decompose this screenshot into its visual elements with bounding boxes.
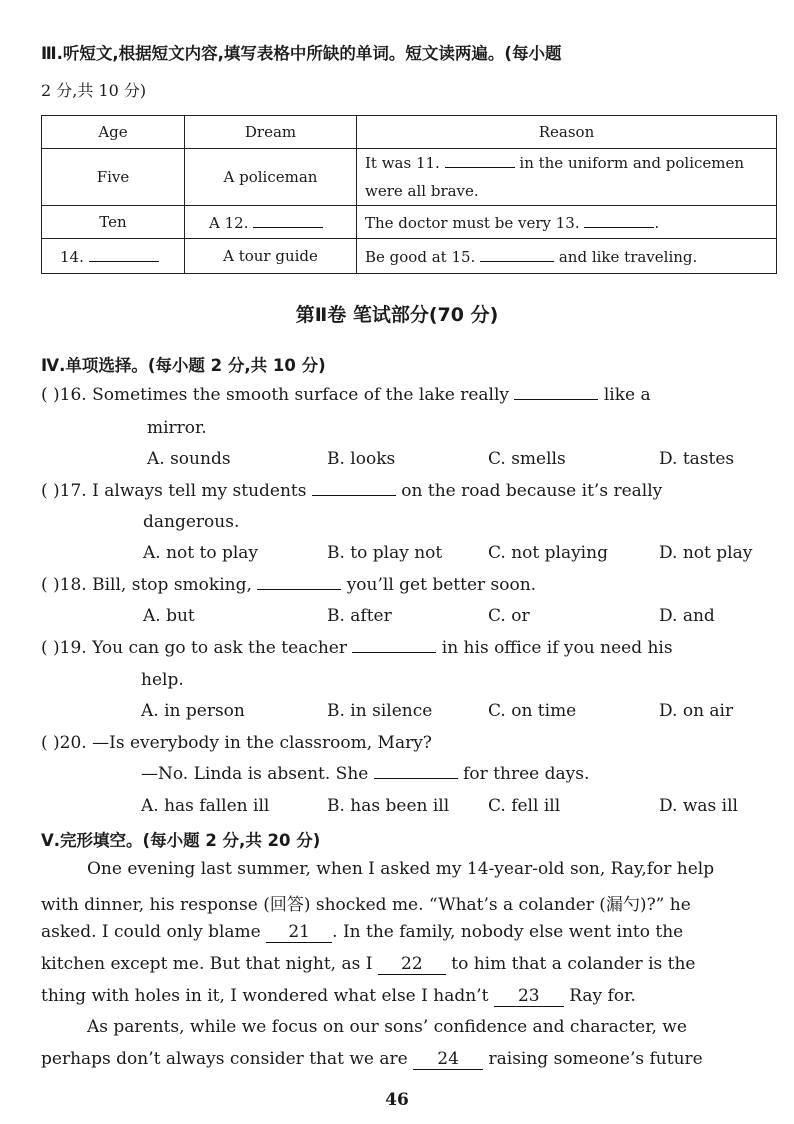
table-header-row: [42, 116, 777, 149]
option-c[interactable]: C. or: [488, 606, 530, 626]
page-number: 46: [385, 1090, 409, 1110]
question-blank: [352, 638, 436, 653]
table-row: [42, 149, 777, 206]
option-a[interactable]: A. sounds: [147, 449, 231, 469]
question-stem-cont: mirror.: [147, 418, 207, 438]
option-a[interactable]: A. but: [143, 606, 195, 626]
passage-line: [41, 922, 683, 943]
option-b[interactable]: B. to play not: [327, 543, 443, 563]
answer-blank-11[interactable]: [445, 153, 515, 168]
passage-text: Ray for.: [569, 986, 636, 1006]
passage-text: asked. I could only blame: [41, 922, 261, 942]
answer-paren[interactable]: ( ): [41, 481, 60, 501]
question-stem: —Is everybody in the classroom, Mary?: [92, 733, 432, 753]
question-19: [41, 638, 673, 658]
option-a[interactable]: A. in person: [141, 701, 245, 721]
reason-text: Be good at 15.: [365, 247, 476, 266]
question-stem: You can go to ask the teacher: [92, 638, 347, 658]
answer-blank-15[interactable]: [480, 247, 554, 262]
question-stem: Sometimes the smooth surface of the lake really: [92, 385, 510, 405]
answer-blank-14[interactable]: [89, 247, 159, 262]
question-stem: Bill, stop smoking,: [92, 575, 252, 595]
passage-text: raising someone’s future: [488, 1049, 703, 1069]
passage-line: [41, 986, 636, 1007]
option-c[interactable]: C. fell ill: [488, 796, 561, 816]
passage-text: perhaps don’t always consider that we are: [41, 1049, 408, 1069]
passage-text: thing with holes in it, I wondered what else I hadn’t: [41, 986, 489, 1006]
answer-paren[interactable]: ( ): [41, 638, 60, 658]
option-c[interactable]: C. smells: [488, 449, 566, 469]
age-cell: [42, 239, 185, 274]
age-cell: Ten: [42, 206, 185, 239]
question-20: [41, 733, 432, 753]
option-a[interactable]: A. not to play: [143, 543, 259, 563]
reason-cell: [357, 239, 777, 274]
age-cell: Five: [42, 149, 185, 206]
header-age: Age: [42, 116, 185, 149]
section4-title: Ⅳ.单项选择。(每小题 2 分,共 10 分): [41, 356, 326, 375]
reason-cell: [357, 149, 777, 206]
question-blank: [312, 481, 396, 496]
question-blank: [374, 764, 458, 779]
option-d[interactable]: D. not play: [659, 543, 753, 563]
answer-blank-12[interactable]: [253, 213, 323, 228]
passage-line: with dinner, his response (回答) shocked me. “What’s a colander (漏勺)?” he: [41, 895, 691, 915]
question-stem: in his office if you need his: [441, 638, 673, 658]
option-b[interactable]: B. after: [327, 606, 392, 626]
age-prefix: 14.: [60, 247, 84, 266]
reason-text: The doctor must be very 13.: [365, 213, 580, 232]
table-row: [42, 206, 777, 239]
question-stem: you’ll get better soon.: [346, 575, 537, 595]
option-d[interactable]: D. on air: [659, 701, 734, 721]
passage-text: to him that a colander is the: [451, 954, 696, 974]
reason-cell: [357, 206, 777, 239]
question-stem-cont: help.: [141, 670, 184, 690]
option-b[interactable]: B. looks: [327, 449, 396, 469]
option-c[interactable]: C. not playing: [488, 543, 608, 563]
section3-title-line2: 2 分,共 10 分): [41, 81, 147, 100]
question-blank: [514, 385, 598, 400]
option-d[interactable]: D. was ill: [659, 796, 738, 816]
option-d[interactable]: D. tastes: [659, 449, 735, 469]
question-stem: I always tell my students: [92, 481, 307, 501]
question-16: [41, 385, 651, 405]
question-18: [41, 575, 536, 595]
question-number: 20.: [59, 733, 87, 753]
reason-text: were all brave.: [365, 182, 479, 200]
passage-line: As parents, while we focus on our sons’ confidence and character, we: [87, 1017, 687, 1037]
option-a[interactable]: A. has fallen ill: [141, 796, 270, 816]
question-17: [41, 481, 662, 501]
listening-table: [41, 115, 777, 274]
question-stem: —No. Linda is absent. She: [141, 764, 369, 784]
question-stem: on the road because it’s really: [401, 481, 663, 501]
option-d[interactable]: D. and: [659, 606, 715, 626]
answer-blank-13[interactable]: [584, 213, 654, 228]
question-stem: like a: [603, 385, 651, 405]
header-dream: Dream: [185, 116, 357, 149]
table-row: [42, 239, 777, 274]
part2-title: 第Ⅱ卷 笔试部分(70 分): [295, 304, 499, 326]
reason-text: It was 11.: [365, 154, 440, 172]
dream-prefix: A 12.: [209, 213, 249, 232]
question-number: 17.: [59, 481, 87, 501]
cloze-blank-22[interactable]: 22: [378, 954, 446, 975]
reason-text: in the uniform and policemen: [519, 154, 745, 172]
dream-cell: [185, 206, 357, 239]
passage-text: kitchen except me. But that night, as I: [41, 954, 373, 974]
option-b[interactable]: B. in silence: [327, 701, 433, 721]
option-c[interactable]: C. on time: [488, 701, 577, 721]
question-number: 16.: [59, 385, 87, 405]
section5-title: Ⅴ.完形填空。(每小题 2 分,共 20 分): [41, 831, 321, 850]
question-blank: [257, 575, 341, 590]
passage-line: One evening last summer, when I asked my 14-year-old son, Ray,for help: [87, 859, 715, 879]
section3-title-line1: Ⅲ.听短文,根据短文内容,填写表格中所缺的单词。短文读两遍。(每小题: [41, 44, 562, 63]
question-20-reply: [141, 764, 589, 784]
reason-period: .: [654, 213, 660, 232]
cloze-blank-21[interactable]: 21: [266, 922, 332, 943]
header-reason: Reason: [357, 116, 777, 149]
passage-text: . In the family, nobody else went into the: [332, 922, 684, 942]
question-number: 19.: [59, 638, 87, 658]
option-b[interactable]: B. has been ill: [327, 796, 450, 816]
cloze-blank-24[interactable]: 24: [413, 1049, 483, 1070]
passage-line: [41, 954, 696, 975]
answer-paren[interactable]: ( ): [41, 385, 60, 405]
reason-text: and like traveling.: [558, 247, 698, 266]
dream-cell: A policeman: [185, 149, 357, 206]
question-number: 18.: [59, 575, 87, 595]
answer-paren[interactable]: ( ): [41, 575, 60, 595]
cloze-blank-23[interactable]: 23: [494, 986, 564, 1007]
question-stem: for three days.: [463, 764, 590, 784]
passage-line: [41, 1049, 703, 1070]
dream-cell: A tour guide: [185, 239, 357, 274]
question-stem-cont: dangerous.: [143, 512, 240, 532]
answer-paren[interactable]: ( ): [41, 733, 60, 753]
